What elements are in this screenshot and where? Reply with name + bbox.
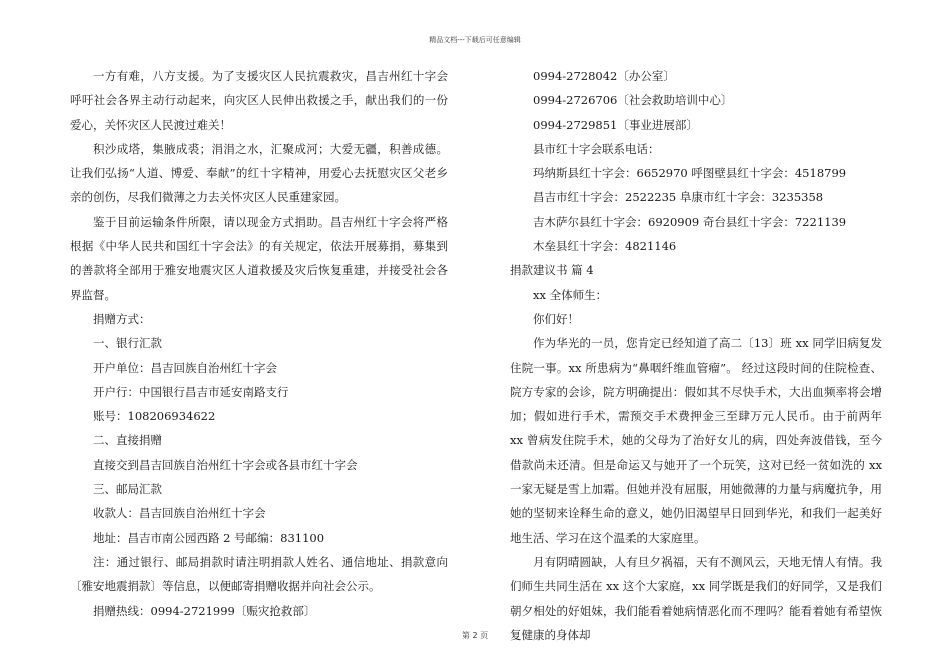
appeal-paragraph: 一方有难，八方支援。为了支援灾区人民抗震救灾，昌吉州红十字会呼吁社会各界主动行动起来，向灾区人民伸出救援之手，献出我们的一份爱心，关怀灾区人民渡过难关！ — [70, 69, 448, 132]
postal-recipient: 收款人：昌吉回族自治州红十字会 — [93, 506, 266, 521]
county-contact-line: 昌吉市红十字会：2522235 阜康市红十字会：3235358 — [533, 190, 824, 205]
letter-salutation: xx 全体师生： — [533, 287, 608, 302]
left-column — [70, 64, 448, 623]
donation-hotline: 捐赠热线：0994-2721999〔赈灾抢救部〕 — [93, 603, 316, 618]
bank-account-unit: 开户单位：昌吉回族自治州红十字会 — [93, 360, 277, 375]
postal-address: 地址：昌吉市南公园西路 2 号邮编：831100 — [93, 530, 325, 545]
letter-greeting: 你们好！ — [533, 311, 579, 326]
phone-training-center: 0994-2726706〔社会救助培训中心〕 — [533, 93, 733, 108]
page-header: 精品文档---下载后可任意编辑 — [429, 36, 521, 44]
cash-donation-paragraph: 鉴于目前运输条件所限，请以现金方式捐助。昌吉州红十字会将严格根据《中华人民共和国红十字会法》的有关规定，依法开展募捐，募集到的善款将全部用于雅安地震灾区人道救援及灾后恢复重建，并接受社会各界监督。 — [70, 214, 448, 302]
direct-donation-heading: 二、直接捐赠 — [93, 433, 162, 448]
spirit-paragraph: 积沙成塔，集腋成裘；涓涓之水，汇聚成河；大爱无疆，积善成德。让我们弘扬“人道、博爱、奉献”的红十字精神，用爱心去抚慰灾区父老乡亲的创伤，尽我们微薄之力去关怀灾区人民重建家园。 — [70, 141, 448, 205]
phone-development-dept: 0994-2729851〔事业进展部〕 — [533, 117, 698, 132]
county-contacts-heading: 县市红十字会联系电话： — [533, 141, 660, 156]
solidarity-paragraph: 月有阴晴圆缺，人有旦夕祸福，天有不测风云，天地无情人有情。我们师生共同生活在 xx 这个大家庭，xx 同学既是我们的好同学，又是我们朝夕相处的好姐妹，我们能看着她病情恶化而不理吗？能看着她有希望恢复健康的身体却 — [510, 554, 882, 642]
county-contact-line: 木垒县红十字会：4821146 — [533, 239, 677, 254]
bank-transfer-heading: 一、银行汇款 — [93, 336, 162, 351]
right-column — [510, 64, 882, 647]
postal-transfer-heading: 三、邮局汇款 — [93, 482, 162, 497]
student-illness-paragraph: 作为华光的一员，您肯定已经知道了高二〔13〕班 xx 同学旧病复发住院一事。xx 所患病为“鼻咽纤维血管瘤”。 经过这段时间的住院检查、院方专家的会诊，院方明确提出：假如其不尽快手术，大出血频率将会增加；假如进行手术，需预交手术费押金三至肆万元人民币。由于前两年 xx 曾病发住院手术，她的父母为了治好女儿的病，四处奔波借钱，至今借款尚未还清。但是命运又与她开了一个玩笑，这对已经一贫如洗的 xx 一家无疑是雪上加霜。但她并没有屈服，用她微薄的力量与病魔抗争，用她的坚韧来诠释生命的意义，她仍旧渴望早日回到华光，和我们一起美好地生活、学习在这个温柔的大家庭里。 — [510, 336, 882, 545]
bank-account-number: 账号：108206934622 — [93, 409, 216, 424]
county-contact-line: 玛纳斯县红十字会：6652970 呼图壁县红十字会：4518799 — [533, 166, 847, 181]
bank-branch: 开户行：中国银行昌吉市延安南路支行 — [93, 384, 289, 399]
section-title: 捐款建议书 篇 4 — [510, 263, 594, 278]
county-contact-line: 吉木萨尔县红十字会：6920909 奇台县红十字会：7221139 — [533, 214, 847, 229]
page-number: 第 2 页 — [461, 631, 489, 640]
donation-note: 注：通过银行、邮局捐款时请注明捐款人姓名、通信地址、捐款意向〔雅安地震捐款〕等信息，以便邮寄捐赠收据并向社会公示。 — [70, 554, 448, 594]
donation-methods-heading: 捐赠方式： — [93, 311, 151, 326]
phone-office: 0994-2728042〔办公室〕 — [533, 69, 675, 83]
direct-donation-text: 直接交到昌吉回族自治州红十字会或各县市红十字会 — [93, 457, 358, 472]
